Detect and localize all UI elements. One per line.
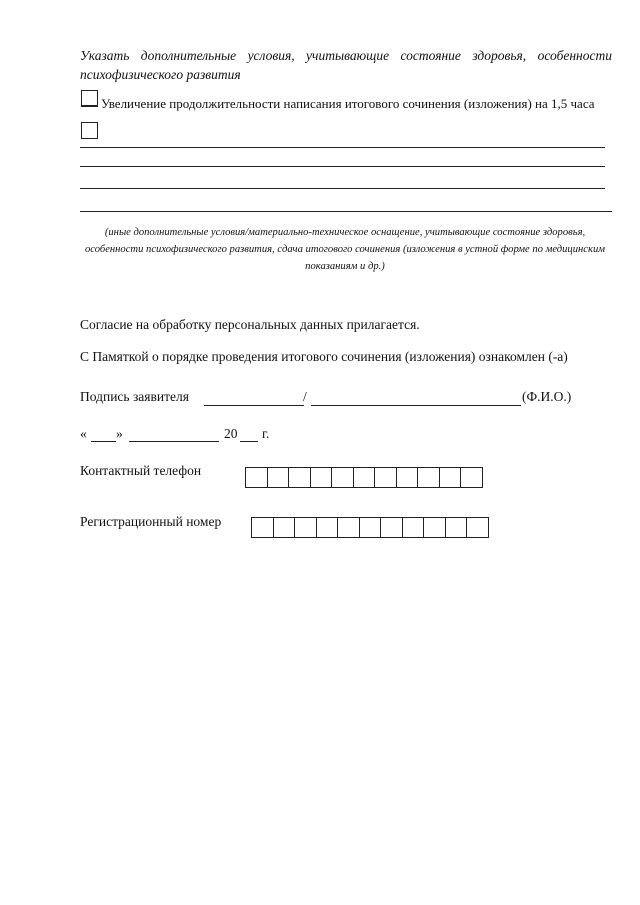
phone-digit-cell[interactable] (418, 468, 440, 487)
conditions-heading-line1: Указать дополнительные условия, учитывающие состояние здоровья, особенности (80, 48, 612, 63)
consent-text: Согласие на обработку персональных данных прилагается. (80, 317, 420, 332)
phone-label: Контактный телефон (80, 463, 202, 478)
phone-digit-cell[interactable] (397, 468, 419, 487)
phone-digit-cell[interactable] (332, 468, 354, 487)
conditions-heading (80, 46, 612, 84)
signature-separator: / (303, 389, 307, 404)
phone-digit-cell[interactable] (354, 468, 376, 487)
registration-digit-cell[interactable] (403, 518, 425, 537)
registration-digit-cell[interactable] (317, 518, 339, 537)
registration-digit-cell[interactable] (360, 518, 382, 537)
other-conditions-line-4[interactable] (80, 211, 612, 212)
phone-cells[interactable] (245, 467, 483, 488)
date-year-line[interactable] (240, 441, 258, 442)
date-close-quote: » (116, 426, 123, 441)
phone-digit-cell[interactable] (375, 468, 397, 487)
other-conditions-line-1[interactable] (80, 147, 605, 148)
phone-digit-cell[interactable] (311, 468, 333, 487)
date-open-quote: « (80, 426, 87, 441)
other-conditions-note: (иные дополнительные условия/материально-техническое оснащение, учитывающие состояние здоровья, особенности психофизического развития, сдача итогового сочинения (изложения в устной форме по медицинским показаниям и др.) (85, 227, 605, 272)
registration-label: Регистрационный номер (80, 514, 222, 529)
phone-digit-cell[interactable] (440, 468, 462, 487)
registration-digit-cell[interactable] (252, 518, 274, 537)
extended-time-label: Увеличение продолжительности написания итогового сочинения (изложения) на 1,5 часа (101, 96, 595, 111)
phone-digit-cell[interactable] (461, 468, 483, 487)
signature-line[interactable] (204, 405, 304, 406)
registration-digit-cell[interactable] (295, 518, 317, 537)
other-conditions-line-3[interactable] (80, 188, 605, 189)
date-month-line[interactable] (129, 441, 219, 442)
other-conditions-line-2[interactable] (80, 166, 605, 167)
memo-text: С Памяткой о порядке проведения итогового сочинения (изложения) ознакомлен (-а) (80, 349, 568, 364)
conditions-heading-line2: психофизического развития (80, 67, 241, 82)
signature-label: Подпись заявителя (80, 389, 189, 404)
date-year-prefix: 20 (224, 426, 238, 441)
registration-digit-cell[interactable] (381, 518, 403, 537)
date-year-suffix: г. (262, 426, 270, 441)
registration-digit-cell[interactable] (467, 518, 489, 537)
phone-digit-cell[interactable] (289, 468, 311, 487)
date-day-line[interactable] (91, 441, 116, 442)
fio-label: (Ф.И.О.) (522, 389, 572, 404)
extended-time-checkbox[interactable] (81, 90, 98, 107)
registration-digit-cell[interactable] (446, 518, 468, 537)
registration-cells[interactable] (251, 517, 489, 538)
registration-digit-cell[interactable] (424, 518, 446, 537)
phone-digit-cell[interactable] (268, 468, 290, 487)
registration-digit-cell[interactable] (338, 518, 360, 537)
phone-digit-cell[interactable] (246, 468, 268, 487)
fio-line[interactable] (311, 405, 521, 406)
other-conditions-checkbox[interactable] (81, 122, 98, 139)
registration-digit-cell[interactable] (274, 518, 296, 537)
